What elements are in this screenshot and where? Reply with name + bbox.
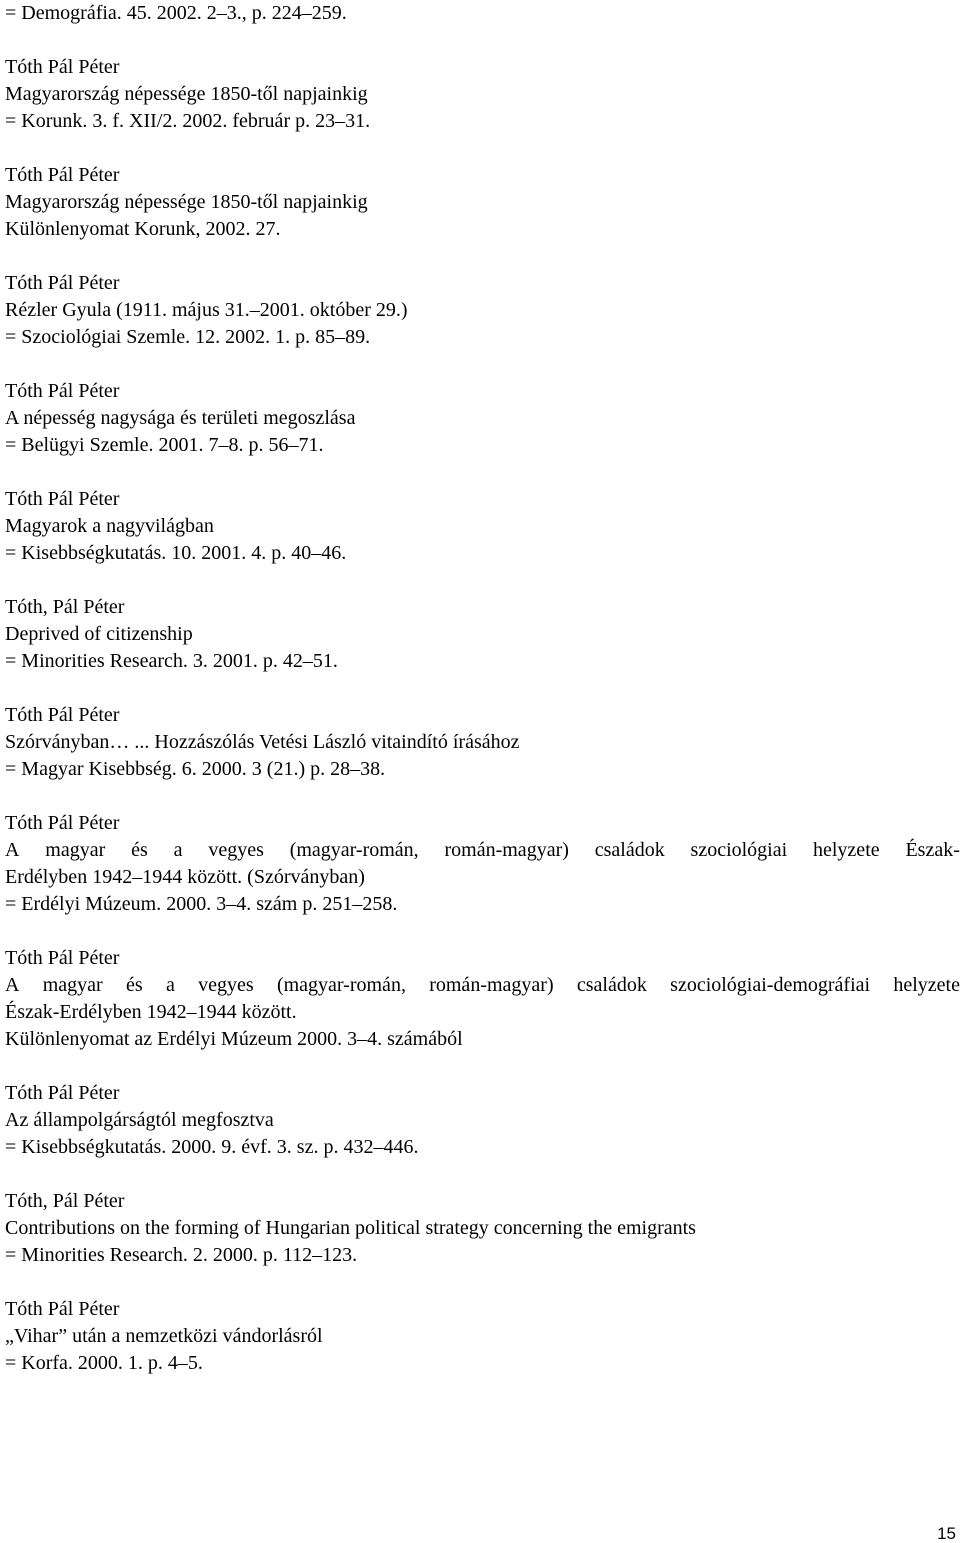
- entry-spacer: [5, 351, 960, 378]
- entry-line: Különlenyomat Korunk, 2002. 27.: [5, 218, 281, 240]
- justified-word: családok: [594, 839, 665, 861]
- entry-line: Szórványban… ... Hozzászólás Vetési László vitaindító írásához: [5, 731, 520, 753]
- entry-line: A népesség nagysága és területi megoszlása: [5, 407, 356, 429]
- entry-author: Tóth Pál Péter: [5, 164, 120, 186]
- bibliography-page: [5, 0, 960, 1377]
- bibliography-entry: [5, 1053, 960, 1161]
- entry-line: Deprived of citizenship: [5, 623, 193, 645]
- justified-word: (magyar-román,: [289, 839, 419, 861]
- entry-line: Erdélyben 1942–1944 között. (Szórványban): [5, 866, 365, 888]
- entry-spacer: [5, 1053, 960, 1080]
- entry-author: Tóth Pál Péter: [5, 947, 120, 969]
- entry-author: Tóth, Pál Péter: [5, 1190, 125, 1212]
- bibliography-entry: [5, 1269, 960, 1377]
- entry-author: Tóth, Pál Péter: [5, 596, 125, 618]
- entry-title-line: [5, 972, 960, 999]
- justified-word: helyzete: [813, 839, 880, 861]
- justified-word: román-magyar): [429, 974, 554, 996]
- bibliography-entry: [5, 351, 960, 459]
- entry-line: = Minorities Research. 2. 2000. p. 112–123.: [5, 1244, 358, 1266]
- bibliography-entry: [5, 459, 960, 567]
- justified-word: a: [165, 974, 175, 996]
- bibliography-entry: [5, 243, 960, 351]
- justified-word: és: [131, 839, 148, 861]
- entry-line: = Erdélyi Múzeum. 2000. 3–4. szám p. 251–258.: [5, 893, 398, 915]
- entry-line: = Korfa. 2000. 1. p. 4–5.: [5, 1352, 203, 1374]
- bibliography-entry: [5, 918, 960, 1053]
- entry-line: = Kisebbségkutatás. 2000. 9. évf. 3. sz. p. 432–446.: [5, 1136, 419, 1158]
- entry-author: Tóth Pál Péter: [5, 1298, 120, 1320]
- entry-author: Tóth Pál Péter: [5, 488, 120, 510]
- bibliography-entry: [5, 675, 960, 783]
- justified-word: A: [5, 974, 20, 996]
- entry-line: = Korunk. 3. f. XII/2. 2002. február p. 23–31.: [5, 110, 371, 132]
- entry-line: Észak-Erdélyben 1942–1944 között.: [5, 1001, 297, 1023]
- entry-line: Magyarország népessége 1850-től napjainkig: [5, 191, 368, 213]
- entry-spacer: [5, 243, 960, 270]
- entry-line: „Vihar” után a nemzetközi vándorlásról: [5, 1325, 323, 1347]
- justified-word: magyar: [45, 839, 106, 861]
- entry-author: Tóth Pál Péter: [5, 812, 120, 834]
- entry-spacer: [5, 135, 960, 162]
- entry-spacer: [5, 1269, 960, 1296]
- justified-word: Észak-: [905, 839, 960, 861]
- justified-word: vegyes: [198, 974, 254, 996]
- justified-word: helyzete: [893, 974, 960, 996]
- justified-word: A: [5, 839, 20, 861]
- intro-line: = Demográfia. 45. 2002. 2–3., p. 224–259.: [5, 2, 347, 24]
- justified-word: vegyes: [208, 839, 264, 861]
- entries-list: [5, 27, 960, 1377]
- entry-spacer: [5, 1161, 960, 1188]
- bibliography-entry: [5, 783, 960, 918]
- entry-spacer: [5, 783, 960, 810]
- entry-line: = Kisebbségkutatás. 10. 2001. 4. p. 40–46.: [5, 542, 347, 564]
- justified-word: családok: [576, 974, 647, 996]
- entry-line: = Minorities Research. 3. 2001. p. 42–51.: [5, 650, 338, 672]
- entry-author: Tóth Pál Péter: [5, 380, 120, 402]
- entry-line: = Szociológiai Szemle. 12. 2002. 1. p. 85–89.: [5, 326, 371, 348]
- entry-line: Contributions on the forming of Hungarian political strategy concerning the emigrants: [5, 1217, 696, 1239]
- entry-spacer: [5, 459, 960, 486]
- entry-author: Tóth Pál Péter: [5, 1082, 120, 1104]
- entry-author: Tóth Pál Péter: [5, 56, 120, 78]
- entry-line: Magyarország népessége 1850-től napjainkig: [5, 83, 368, 105]
- entry-line: = Magyar Kisebbség. 6. 2000. 3 (21.) p. 28–38.: [5, 758, 386, 780]
- entry-spacer: [5, 567, 960, 594]
- justified-word: (magyar-román,: [276, 974, 406, 996]
- entry-spacer: [5, 918, 960, 945]
- page-number: 15: [937, 1524, 956, 1543]
- entry-line: Magyarok a nagyvilágban: [5, 515, 214, 537]
- bibliography-entry: [5, 567, 960, 675]
- entry-line: Rézler Gyula (1911. május 31.–2001. október 29.): [5, 299, 408, 321]
- justified-word: magyar: [42, 974, 103, 996]
- justified-word: szociológiai-demográfiai: [670, 974, 871, 996]
- entry-author: Tóth Pál Péter: [5, 272, 120, 294]
- bibliography-entry: [5, 135, 960, 243]
- entry-line: Különlenyomat az Erdélyi Múzeum 2000. 3–4. számából: [5, 1028, 463, 1050]
- entry-line: = Belügyi Szemle. 2001. 7–8. p. 56–71.: [5, 434, 324, 456]
- entry-author: Tóth Pál Péter: [5, 704, 120, 726]
- justified-word: és: [126, 974, 143, 996]
- entry-line: Az állampolgárságtól megfosztva: [5, 1109, 274, 1131]
- entry-spacer: [5, 675, 960, 702]
- bibliography-entry: [5, 1161, 960, 1269]
- justified-word: szociológiai: [690, 839, 788, 861]
- bibliography-entry: [5, 27, 960, 135]
- justified-word: a: [173, 839, 183, 861]
- entry-title-line: [5, 837, 960, 864]
- justified-word: román-magyar): [444, 839, 569, 861]
- entry-spacer: [5, 27, 960, 54]
